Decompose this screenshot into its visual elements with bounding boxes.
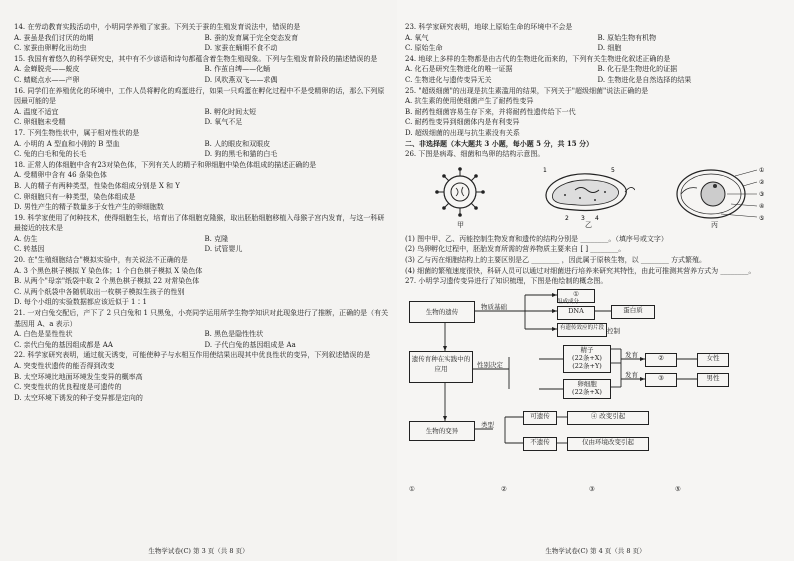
option-d: D. 子代白兔的基因组成是 Aa [204,340,296,349]
option-a: A. 仿生 [14,234,38,243]
box-num1: ① [557,289,595,303]
sperm-label: 精子 [580,345,594,354]
option-b: B. 蚕的发育属于完全变态发育 [204,33,299,42]
option-d: D. 细胞 [597,44,622,53]
virus-figure [425,162,495,222]
question [14,22,389,54]
egg-label: 卵细胞 [577,379,597,388]
concept-root: 生物的遗传 [409,301,475,323]
option-d: D. 风吹燕双飞——求偶 [204,75,278,84]
box-nonheritable: 不遗传 [523,437,557,451]
svg-text:④: ④ [759,202,765,210]
question-text: 19. 科学家使用了何种技术，使得细胞生长，培育出了体细胞克隆猴，取出胚胎细胞移植入母猴子宫内发育，与这一科研最接近的技术是 [14,213,385,233]
box-protein: 蛋白质 [611,305,655,319]
label-develop-1: 发育 [625,350,638,359]
box-num3: ③ [645,373,677,387]
svg-text:①: ① [759,166,765,174]
option-a: A. 白色是显性性状 [14,330,73,339]
question-text: 22. 科学家研究表明，通过航天诱变，可能使种子与水相互作用使结果出现其中优良性状的变异，下列叙述错误的是 [14,351,371,360]
option-c: C. 转基因 [14,245,45,254]
box-num2: ② [645,353,677,367]
q26-item-2: (2) 鸟卵孵化过程中，胚胎发育所需的营养物质主要来自 [ ] ________。 [405,245,626,254]
box-heritable-cause [567,411,649,425]
options [14,266,389,308]
label-composition: 组成成分 [557,298,580,305]
option-c: C. 生物进化与遗传变异无关 [405,75,492,84]
option-d: D. 试管婴儿 [204,245,243,254]
question-24 [405,54,784,86]
svg-text:4: 4 [595,214,599,222]
page-right [397,0,794,561]
q26-item-3: (3) 乙与丙在细胞结构上的主要区别是乙 ________ ，因此属于原核生物，以 ________ 方式繁殖。 [405,255,707,264]
option-c: C. 蜻蜓点水——产卵 [14,75,80,84]
left-question-column [14,22,389,403]
blank-num5: ⑤ [675,484,681,493]
option-d: D. 男性产生的精子数量多于女性产生的卵细胞数 [14,203,164,212]
svg-text:1: 1 [543,166,547,174]
question [14,255,389,308]
option-b: B. 耐药性细菌容易生存下来，并将耐药性遗传给下一代 [405,107,576,116]
question-25 [405,86,784,139]
question-26-items [405,234,784,276]
bacterium-figure [535,162,635,222]
question-26 [405,149,784,276]
sperm-y: (22条+Y) [572,361,602,370]
heritable-cause-text: 改变引起 [599,411,626,420]
egg-figure [671,162,781,222]
options [405,33,784,54]
question-text: 14. 在劳动教育实践活动中，小明同学养殖了家蚕。下列关于蚕的生殖发育说法中，错误的是 [14,23,301,31]
options [14,361,389,403]
question-text: 24. 地球上多样的生物都是由古代的生物进化而来的，下列有关生物进化叙述正确的是 [405,54,671,63]
figure-row [405,162,784,229]
egg-x: (22条+X) [572,387,602,396]
option-c: C. 耐药性变异到细菌体内是有利变异 [405,118,520,127]
option-d: D. 太空环境下诱发的种子变异都是定向的 [14,393,143,402]
question [14,86,389,128]
right-question-column [405,22,784,507]
option-b: B. 原始生物有机物 [597,33,657,42]
svg-text:3: 3 [581,214,585,222]
blank-num2: ② [501,484,507,493]
box-dna: DNA [557,306,595,320]
page-footer-left: 生物学试卷(C) 第 3 页（共 8 页） [148,547,249,555]
sperm-x: (22条+X) [572,353,602,362]
figure-label-jia: 甲 [457,220,464,229]
question-text: 23. 科学家研究表明，地球上原始生命的环境中不会是 [405,23,573,31]
option-c: C. 兔的白毛和兔的长毛 [14,150,87,159]
page-footer-right: 生物学试卷(C) 第 4 页（共 8 页） [545,547,646,555]
option-b: B. 太空环境比地面环境发生变异的概率高 [14,372,143,381]
box-gene-note: 有遗传效应的片段 [557,323,607,337]
options [14,329,389,350]
concept-practice: 遗传育种在实践中的应用 [409,351,473,383]
option-a: A. 氧气 [405,33,429,42]
option-b: B. 从两个"母亲"纸袋中取 2 个黑色棋子模拟 22 对常染色体 [14,277,200,286]
option-a: A. 抗生素的使用使细菌产生了耐药性变异 [405,97,534,106]
question-text: 16. 同学们在养殖优化的环境中，工作人员将孵化的鸡蛋进行，如果一只鸡蛋在孵化过程中不是受精卵的话，那么下列原因最可能的是 [14,86,385,106]
option-b: B. 克隆 [204,234,229,243]
question-text: 20. 在"生殖细胞结合"模拟实验中，有关说法不正确的是 [14,256,188,265]
label-control: 控制 [607,326,620,335]
label-develop-2: 发育 [625,370,638,379]
question-23 [405,22,784,54]
svg-text:③: ③ [759,190,765,198]
option-d: D. 生物进化是自然选择的结果 [597,75,692,84]
options [405,96,784,138]
svg-text:5: 5 [611,166,615,174]
options [405,64,784,85]
label-material: 物质基础 [481,302,507,311]
option-d: D. 超级细菌的出现与抗生素没有关系 [405,128,520,137]
option-c: C. 卵细胞只有一种类型，染色体组成是 [14,192,136,201]
options [14,234,389,255]
option-c: C. 卵细胞未受精 [14,118,66,127]
question [405,54,784,86]
label-sex-determination: 性别决定 [477,360,503,369]
question [14,128,389,160]
box-egg [563,379,611,399]
options [14,107,389,128]
options [14,33,389,54]
blank-num3: ③ [589,484,595,493]
box-sperm [563,345,611,373]
question-text: 27. 小明学习遗传变异进行了知识梳理，下图是他绘制的概念图。 [405,277,608,286]
option-c: C. 家蚕由卵孵化出幼虫 [14,44,87,53]
section-heading: 二、非选择题（本大题共 3 小题，每小题 5 分，共 15 分） [405,138,594,148]
option-b: B. 化石是生物进化的证据 [597,65,678,74]
question [405,22,784,54]
box-male: 男性 [697,373,729,387]
concept-map [405,289,784,507]
question [14,160,389,213]
option-a: A. 金蝉脱壳——蜕皮 [14,65,80,74]
box-nonheritable-cause: 仅由环境改变引起 [567,437,649,451]
option-a: A. 化石是研究生物进化的唯一证据 [405,65,513,74]
svg-text:2: 2 [565,214,569,222]
figure-label-bing: 丙 [711,220,718,229]
svg-text:⑤: ⑤ [759,214,765,222]
options [14,139,389,160]
question [14,54,389,86]
question-text: 21. 一对白兔交配后，产下了 2 只白兔和 1 只黑兔，小亮同学运用所学生物学知识对此现象进行了推断，正确的是（有关基因用 A、a 表示） [14,309,389,328]
question [14,213,389,255]
option-a: A. 小明的 A 型血和小刚的 B 型血 [14,139,120,148]
option-d: D. 每个小组的实验数据都应该近似于 1∶1 [14,298,147,307]
option-b: B. 孵化时间太短 [204,107,257,116]
svg-text:②: ② [759,178,765,186]
blank-num1: ① [409,484,415,493]
question-text: 18. 正常人的体细胞中含有23对染色体，下列有关人的精子和卵细胞中染色体组成的描述正确的是 [14,160,317,169]
question [405,86,784,139]
option-c: C. 从两个纸袋中各随机取出一枚棋子模拟生孩子的性别 [14,287,185,296]
option-b: B. 黑色是隐性性状 [204,330,264,339]
question-text: 26. 下图是病毒、细菌和鸟卵的结构示意图。 [405,150,545,159]
option-c: C. 突变性状的优良程度是可遗传的 [14,383,122,392]
question-text: 17. 下列生物性状中，属于相对性状的是 [14,128,140,137]
options [14,170,389,212]
option-d: D. 家蚕在蛹期不食不动 [204,44,278,53]
option-c: C. 亲代白兔的基因组成都是 AA [14,340,113,349]
box-female: 女性 [697,353,729,367]
num4-marker: ④ [590,411,598,420]
option-a: A. 温度不适宜 [14,107,59,116]
question [14,350,389,403]
option-d: D. 狗的黑毛和猫的白毛 [204,150,278,159]
q26-item-4: (4) 细菌的繁殖速度很快，科研人员可以通过对细菌进行培养来研究其特性，由此可推测其营养方式为 ________。 [405,266,756,275]
concept-variation: 生物的变异 [409,421,475,441]
q26-item-1: (1) 图中甲、乙、丙能控制生物发育和遗传的结构分别是 ________。（填序号或文字） [405,234,668,243]
question-text: 15. 我国有着悠久的科学研究史，其中有不少谚语和诗句都蕴含着生物生殖现象。下列与生殖发育阶段的描述错误的是 [14,54,378,63]
question-text: 25. "超级细菌"的出现是抗生素滥用的结果，下列关于"超级细菌"说法正确的是 [405,86,649,95]
option-b: B. 作茧自缚——化蛹 [204,65,271,74]
option-a: A. 3 个黑色棋子模拟 Y 染色体；1 个白色棋子模拟 X 染色体 [14,266,203,275]
option-d: D. 氧气不足 [204,118,243,127]
option-b: B. 人的眼皮和双眼皮 [204,139,271,148]
option-a: A. 受精卵中含有 46 条染色体 [14,171,107,180]
option-a: A. 突变性状遗传的能否得到改变 [14,362,115,370]
options [14,64,389,85]
question-27 [405,276,784,507]
figure-label-yi: 乙 [585,220,592,229]
label-types: 类型 [481,420,494,429]
box-heritable: 可遗传 [523,411,557,425]
option-b: B. 人的精子有两种类型，性染色体组成分别是 X 和 Y [14,181,180,190]
option-c: C. 原始生命 [405,44,443,53]
question [14,308,389,350]
option-a: A. 蚕虽是我们讨厌的幼期 [14,33,94,42]
